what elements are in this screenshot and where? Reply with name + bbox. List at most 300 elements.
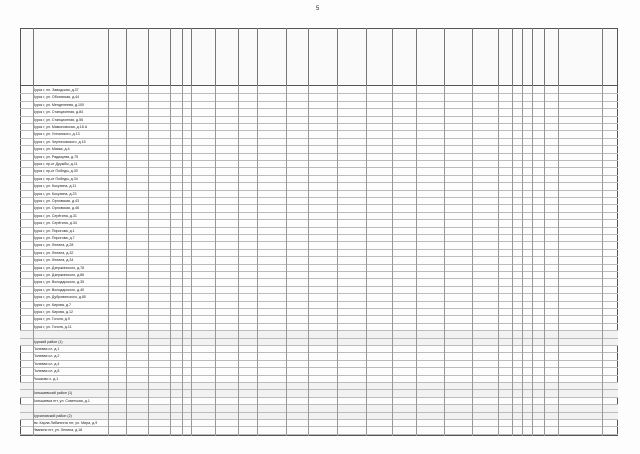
cell-area1 (126, 376, 146, 383)
table-column-divider (544, 86, 545, 436)
cell-no (21, 198, 33, 205)
cell-addr: Курск г, ул. Ухтомского, д.13 (33, 132, 80, 137)
cell-v6 (309, 94, 337, 101)
cell-unit (170, 405, 182, 412)
cell-v7 (338, 309, 366, 316)
cell-m1 (498, 228, 512, 235)
header-column-divider (215, 28, 216, 86)
cell-v10 (418, 257, 444, 264)
cell-v4 (258, 376, 284, 383)
cell-m4 (532, 265, 544, 272)
cell-v6 (309, 346, 337, 353)
cell-year (108, 420, 126, 427)
cell-tot (562, 265, 602, 272)
cell-tot (562, 383, 602, 390)
cell-unit (170, 353, 182, 360)
cell-v3 (239, 131, 257, 138)
cell-addr: Курск г, ул. Гоголя, д.9 (33, 317, 70, 322)
cell-tot (562, 316, 602, 323)
cell-m1 (498, 117, 512, 124)
cell-v6 (309, 309, 337, 316)
cell-tot (562, 213, 602, 220)
header-column-divider (170, 28, 171, 86)
cell-v10 (418, 361, 444, 368)
cell-v9 (392, 331, 416, 338)
cell-m3 (522, 124, 532, 131)
cell-v8 (366, 265, 390, 272)
cell-v7 (338, 139, 366, 146)
cell-v12 (472, 390, 496, 397)
cell-v11 (446, 139, 472, 146)
cell-no (21, 235, 33, 242)
cell-unit (170, 124, 182, 131)
cell-v9 (392, 205, 416, 212)
cell-v7 (338, 420, 366, 427)
cell-unit (170, 109, 182, 116)
cell-addr: Курск г, ул. Володарского, д.40 (33, 287, 85, 292)
table-column-divider (498, 86, 499, 436)
cell-v3 (239, 339, 257, 346)
cell-m5 (546, 87, 558, 94)
cell-v3 (239, 279, 257, 286)
cell-m2 (512, 272, 522, 279)
cell-year (108, 242, 126, 249)
cell-v1 (191, 294, 215, 301)
cell-addr (33, 383, 103, 390)
cell-area1 (126, 146, 146, 153)
cell-v10 (418, 220, 444, 227)
cell-year (108, 161, 126, 168)
cell-m1 (498, 161, 512, 168)
cell-m5 (546, 427, 558, 434)
cell-area1 (126, 383, 146, 390)
cell-no (21, 390, 33, 397)
cell-m4 (532, 176, 544, 183)
cell-cnt (182, 257, 190, 264)
cell-v9 (392, 316, 416, 323)
cell-tot (562, 339, 602, 346)
cell-m2 (512, 124, 522, 131)
cell-v9 (392, 139, 416, 146)
cell-area2 (148, 339, 168, 346)
cell-unit (170, 420, 182, 427)
cell-cnt (182, 102, 190, 109)
cell-m3 (522, 265, 532, 272)
cell-m4 (532, 146, 544, 153)
cell-m1 (498, 287, 512, 294)
cell-v3 (239, 398, 257, 405)
cell-v9 (392, 220, 416, 227)
cell-v2 (216, 390, 238, 397)
cell-m3 (522, 405, 532, 412)
cell-v7 (338, 242, 366, 249)
cell-m4 (532, 131, 544, 138)
table-row (20, 316, 618, 323)
cell-v8 (366, 287, 390, 294)
cell-m1 (498, 265, 512, 272)
cell-year (108, 368, 126, 375)
cell-year (108, 427, 126, 434)
cell-v9 (392, 413, 416, 420)
cell-addr: Курск г, ул. Гоголя, д.11 (33, 324, 72, 329)
cell-v9 (392, 146, 416, 153)
cell-v3 (239, 94, 257, 101)
cell-v6 (309, 198, 337, 205)
cell-v11 (446, 353, 472, 360)
table-row (20, 302, 618, 309)
cell-tot (562, 398, 602, 405)
cell-v3 (239, 102, 257, 109)
cell-m4 (532, 257, 544, 264)
cell-unit (170, 427, 182, 434)
cell-no (21, 287, 33, 294)
cell-area1 (126, 117, 146, 124)
header-column-divider (558, 28, 559, 86)
cell-area1 (126, 161, 146, 168)
cell-v11 (446, 279, 472, 286)
cell-v4 (258, 287, 284, 294)
cell-v2 (216, 272, 238, 279)
cell-v5 (286, 309, 308, 316)
cell-v9 (392, 272, 416, 279)
cell-v5 (286, 420, 308, 427)
cell-m4 (532, 390, 544, 397)
table-row (20, 139, 618, 146)
cell-addr: Курск г, ул. Ленина, д.32 (33, 250, 74, 255)
cell-m4 (532, 94, 544, 101)
cell-v4 (258, 146, 284, 153)
cell-v12 (472, 235, 496, 242)
cell-area2 (148, 309, 168, 316)
cell-m3 (522, 250, 532, 257)
cell-unit (170, 168, 182, 175)
cell-area2 (148, 316, 168, 323)
header-column-divider (602, 28, 603, 86)
cell-year (108, 235, 126, 242)
table-row (20, 368, 618, 375)
cell-m2 (512, 131, 522, 138)
cell-cnt (182, 228, 190, 235)
cell-v1 (191, 420, 215, 427)
cell-cnt (182, 242, 190, 249)
cell-v12 (472, 198, 496, 205)
cell-v12 (472, 339, 496, 346)
cell-tot (562, 302, 602, 309)
cell-v12 (472, 228, 496, 235)
cell-no (21, 427, 33, 434)
cell-area1 (126, 94, 146, 101)
cell-v9 (392, 390, 416, 397)
cell-v4 (258, 228, 284, 235)
cell-v5 (286, 102, 308, 109)
cell-unit (170, 213, 182, 220)
cell-v4 (258, 161, 284, 168)
cell-addr: Курск г, ул. Косухина, д.11 (33, 184, 77, 189)
cell-cnt (182, 331, 190, 338)
cell-v2 (216, 176, 238, 183)
cell-m4 (532, 213, 544, 220)
cell-m4 (532, 420, 544, 427)
cell-v2 (216, 235, 238, 242)
cell-area2 (148, 146, 168, 153)
cell-m1 (498, 346, 512, 353)
cell-v3 (239, 287, 257, 294)
cell-v4 (258, 346, 284, 353)
cell-v2 (216, 331, 238, 338)
cell-unit (170, 154, 182, 161)
cell-addr: Курский район (1) (33, 339, 63, 344)
cell-v7 (338, 213, 366, 220)
cell-tot (562, 353, 602, 360)
table-row (20, 265, 618, 272)
table-row (20, 287, 618, 294)
cell-v5 (286, 361, 308, 368)
cell-v6 (309, 383, 337, 390)
cell-year (108, 146, 126, 153)
cell-cnt (182, 198, 190, 205)
cell-v11 (446, 302, 472, 309)
cell-v1 (191, 287, 215, 294)
cell-v9 (392, 87, 416, 94)
cell-m1 (498, 272, 512, 279)
cell-v10 (418, 205, 444, 212)
cell-m1 (498, 405, 512, 412)
cell-v7 (338, 361, 366, 368)
cell-area2 (148, 109, 168, 116)
cell-m1 (498, 146, 512, 153)
cell-addr: Курск г, ул. Дзержинского, д.78 (33, 265, 85, 270)
cell-v10 (418, 139, 444, 146)
cell-m4 (532, 87, 544, 94)
cell-m5 (546, 398, 558, 405)
cell-v5 (286, 353, 308, 360)
cell-m2 (512, 191, 522, 198)
cell-area2 (148, 272, 168, 279)
cell-m5 (546, 279, 558, 286)
cell-area1 (126, 420, 146, 427)
cell-v1 (191, 161, 215, 168)
cell-v12 (472, 413, 496, 420)
cell-v6 (309, 287, 337, 294)
cell-area2 (148, 87, 168, 94)
cell-addr: Курск г, ул. Ленина, д.28 (33, 243, 74, 248)
cell-m3 (522, 198, 532, 205)
cell-m4 (532, 102, 544, 109)
cell-v1 (191, 390, 215, 397)
cell-year (108, 265, 126, 272)
cell-m3 (522, 228, 532, 235)
cell-cnt (182, 390, 190, 397)
cell-unit (170, 242, 182, 249)
cell-area2 (148, 353, 168, 360)
cell-m4 (532, 198, 544, 205)
cell-v9 (392, 94, 416, 101)
cell-area1 (126, 131, 146, 138)
cell-area2 (148, 176, 168, 183)
cell-v5 (286, 398, 308, 405)
cell-v12 (472, 87, 496, 94)
cell-m1 (498, 361, 512, 368)
cell-v2 (216, 368, 238, 375)
cell-area1 (126, 368, 146, 375)
cell-v12 (472, 346, 496, 353)
table-column-divider (392, 86, 393, 436)
cell-v11 (446, 257, 472, 264)
cell-v3 (239, 235, 257, 242)
table-column-divider (215, 86, 216, 436)
cell-v8 (366, 346, 390, 353)
cell-m5 (546, 368, 558, 375)
cell-v1 (191, 168, 215, 175)
cell-m4 (532, 346, 544, 353)
cell-m3 (522, 161, 532, 168)
cell-v4 (258, 109, 284, 116)
cell-v6 (309, 302, 337, 309)
cell-v5 (286, 146, 308, 153)
cell-v11 (446, 427, 472, 434)
cell-cnt (182, 279, 190, 286)
cell-m3 (522, 383, 532, 390)
table-row (20, 198, 618, 205)
cell-v10 (418, 353, 444, 360)
cell-m3 (522, 272, 532, 279)
cell-no (21, 272, 33, 279)
cell-v9 (392, 257, 416, 264)
cell-v9 (392, 287, 416, 294)
cell-v3 (239, 176, 257, 183)
cell-m3 (522, 205, 532, 212)
cell-tot (562, 294, 602, 301)
cell-unit (170, 398, 182, 405)
cell-v5 (286, 331, 308, 338)
cell-v6 (309, 265, 337, 272)
cell-v3 (239, 228, 257, 235)
cell-addr: Курск г, пр-кт Дружбы, д.11 (33, 162, 78, 166)
cell-v4 (258, 339, 284, 346)
cell-unit (170, 279, 182, 286)
cell-m1 (498, 420, 512, 427)
cell-v10 (418, 102, 444, 109)
cell-area1 (126, 124, 146, 131)
cell-v4 (258, 235, 284, 242)
cell-v1 (191, 131, 215, 138)
cell-area2 (148, 279, 168, 286)
cell-m3 (522, 213, 532, 220)
cell-m3 (522, 368, 532, 375)
cell-v3 (239, 346, 257, 353)
cell-v7 (338, 272, 366, 279)
cell-year (108, 346, 126, 353)
cell-v8 (366, 324, 390, 331)
cell-v12 (472, 353, 496, 360)
cell-v7 (338, 235, 366, 242)
cell-m3 (522, 139, 532, 146)
cell-tot (562, 131, 602, 138)
cell-v4 (258, 368, 284, 375)
cell-v2 (216, 154, 238, 161)
cell-v12 (472, 183, 496, 190)
cell-area2 (148, 220, 168, 227)
cell-m2 (512, 316, 522, 323)
cell-area1 (126, 398, 146, 405)
cell-v9 (392, 339, 416, 346)
cell-no (21, 168, 33, 175)
cell-v6 (309, 235, 337, 242)
cell-v1 (191, 302, 215, 309)
cell-v3 (239, 124, 257, 131)
cell-addr: Полевая сл. д.1 (33, 347, 60, 351)
cell-v2 (216, 376, 238, 383)
cell-unit (170, 235, 182, 242)
cell-v7 (338, 324, 366, 331)
cell-no (21, 309, 33, 316)
cell-area2 (148, 405, 168, 412)
cell-m1 (498, 353, 512, 360)
cell-tot (562, 124, 602, 131)
cell-v5 (286, 257, 308, 264)
cell-v11 (446, 272, 472, 279)
cell-unit (170, 257, 182, 264)
cell-v12 (472, 117, 496, 124)
cell-v11 (446, 265, 472, 272)
cell-v11 (446, 168, 472, 175)
cell-addr: Иванино пгт, ул. Ленина, д.18 (33, 428, 83, 433)
page-number: 5 (316, 6, 320, 12)
cell-cnt (182, 346, 190, 353)
cell-v11 (446, 368, 472, 375)
cell-v6 (309, 368, 337, 375)
cell-v7 (338, 265, 366, 272)
cell-v6 (309, 242, 337, 249)
cell-v8 (366, 413, 390, 420)
cell-v4 (258, 198, 284, 205)
cell-m4 (532, 413, 544, 420)
cell-no (21, 316, 33, 323)
section-row (20, 390, 618, 397)
cell-tot (562, 413, 602, 420)
cell-m4 (532, 316, 544, 323)
cell-m4 (532, 205, 544, 212)
cell-v8 (366, 361, 390, 368)
cell-v10 (418, 346, 444, 353)
cell-tot (562, 102, 602, 109)
cell-year (108, 390, 126, 397)
header-column-divider (337, 28, 338, 86)
table-column-divider (170, 86, 171, 436)
cell-v6 (309, 102, 337, 109)
cell-v7 (338, 198, 366, 205)
cell-area1 (126, 205, 146, 212)
cell-v7 (338, 109, 366, 116)
cell-m3 (522, 390, 532, 397)
cell-m5 (546, 405, 558, 412)
cell-v3 (239, 168, 257, 175)
cell-v2 (216, 124, 238, 131)
cell-v3 (239, 368, 257, 375)
cell-m2 (512, 376, 522, 383)
cell-v11 (446, 220, 472, 227)
cell-area2 (148, 398, 168, 405)
cell-no (21, 102, 33, 109)
cell-v10 (418, 124, 444, 131)
cell-m5 (546, 302, 558, 309)
cell-m4 (532, 353, 544, 360)
cell-v1 (191, 205, 215, 212)
cell-cnt (182, 272, 190, 279)
cell-year (108, 102, 126, 109)
cell-v12 (472, 168, 496, 175)
cell-v9 (392, 228, 416, 235)
